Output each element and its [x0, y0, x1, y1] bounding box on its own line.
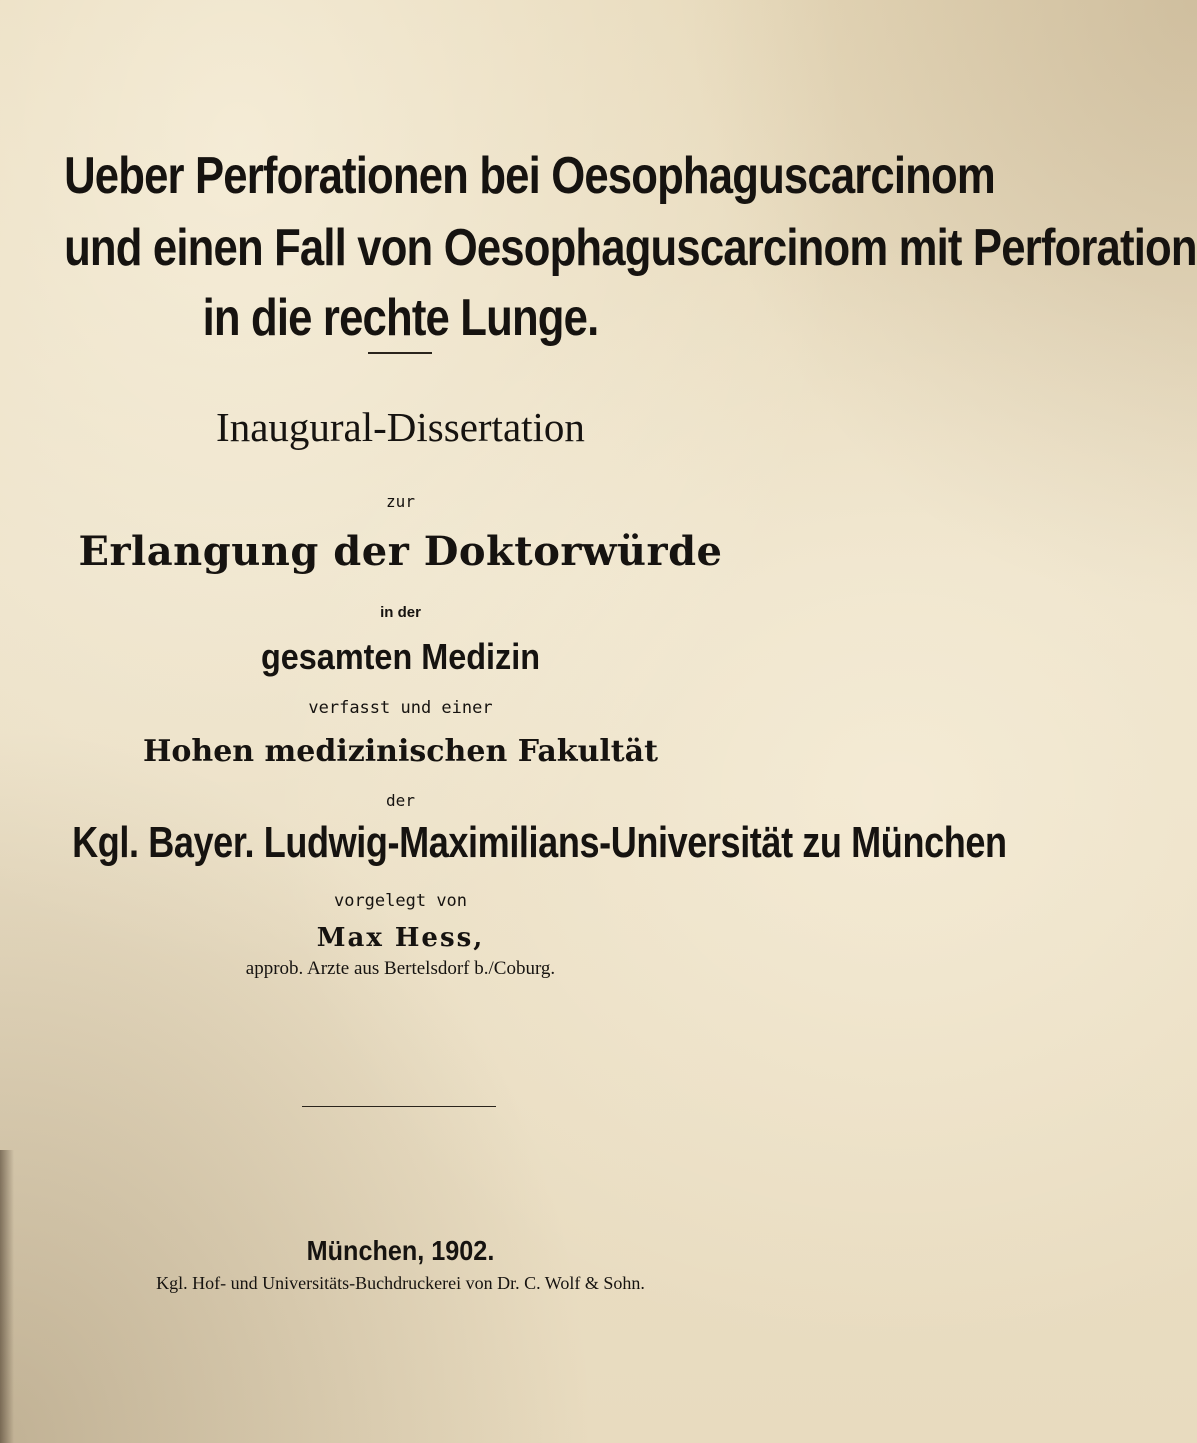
vorgelegt-text: vorgelegt von — [333, 891, 468, 911]
title-line-1: Ueber Perforationen bei Oesophaguscarcinom — [64, 147, 995, 205]
bottom-divider — [302, 1106, 496, 1107]
university-text: Kgl. Bayer. Ludwig-Maximilians-Universität zu München — [72, 818, 1007, 867]
author-credentials: approb. Arzte aus Bertelsdorf b./Coburg. — [245, 958, 556, 979]
author-name: Max Hess, — [316, 923, 485, 953]
imprint-printer: Kgl. Hof- und Universitäts-Buchdruckerei von Dr. C. Wolf & Sohn. — [156, 1273, 645, 1293]
der-text: der — [386, 791, 415, 810]
in-der-text: in der — [380, 604, 421, 621]
field-text: gesamten Medizin — [260, 636, 541, 677]
zur-text: zur — [386, 492, 415, 511]
title-line-3: in die rechte Lunge. — [202, 289, 599, 347]
imprint-place-year: München, 1902. — [306, 1235, 495, 1266]
page-edge-shadow — [0, 1150, 14, 1443]
top-divider — [368, 352, 432, 354]
purpose-text: Erlangung der Doktorwürde — [78, 528, 723, 575]
title-line-2: und einen Fall von Oesophaguscarcinom mit Perforation — [64, 219, 1197, 277]
verfasst-text: verfasst und einer — [308, 698, 493, 718]
dissertation-heading: Inaugural-Dissertation — [216, 404, 585, 450]
faculty-text: Hohen medizinischen Fakultät — [143, 734, 658, 769]
